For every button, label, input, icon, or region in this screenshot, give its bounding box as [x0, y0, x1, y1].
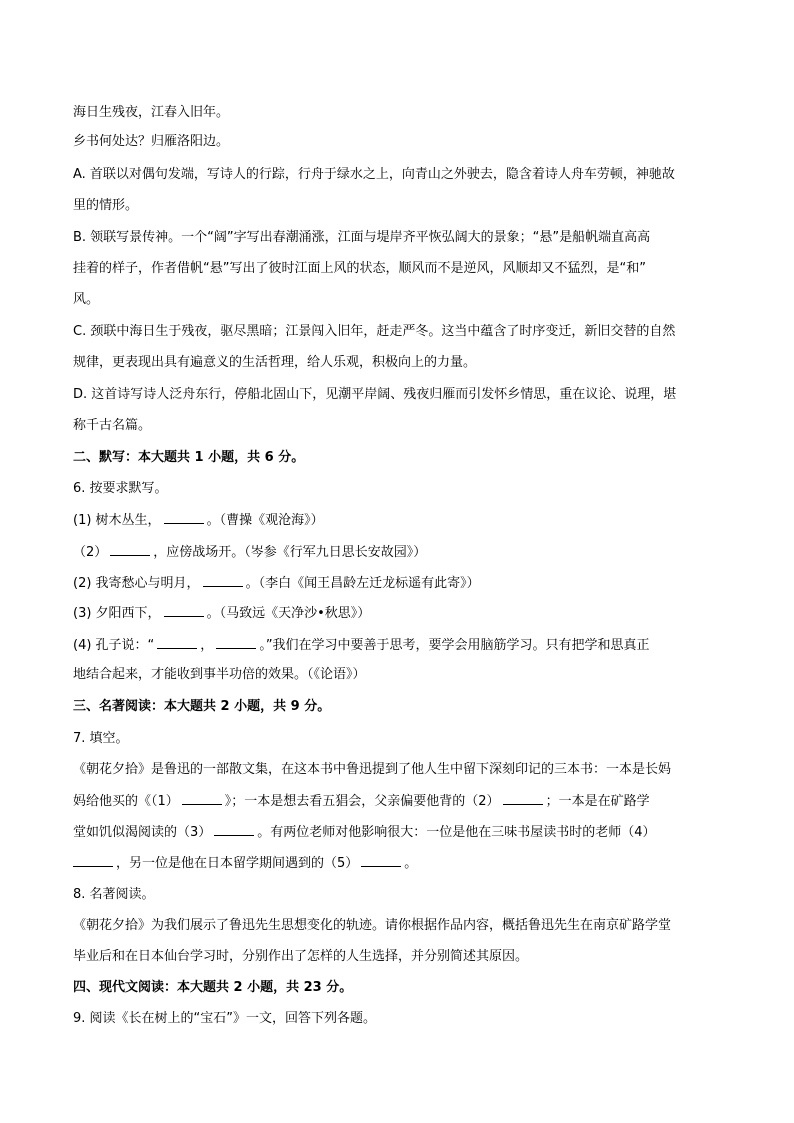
option-d: D. 这首诗写诗人泛舟东行，停船北固山下，见潮平岸阔、残夜归雁而引发怀乡情思，重在议论、说理，堪: [73, 387, 677, 402]
poem-line: 海日生残夜，江春入旧年。: [73, 105, 230, 120]
text-segment: ，另一位是他在日本留学期间遇到的（5）: [116, 856, 359, 871]
dictation-item-cont: 地结合起来，才能收到事半功倍的效果。（《论语》）: [73, 667, 366, 682]
dictation-suffix: ，应傍战场开。（岑参《行军九日思长安故园》）: [153, 545, 427, 560]
answer-blank[interactable]: [164, 604, 204, 617]
dictation-suffix: 。”我们在学习中要善于思考，要学会用脑筋学习。只有把学和思真正: [259, 638, 650, 653]
answer-blank[interactable]: [157, 636, 197, 649]
option-a: A. 首联以对偶句发端，写诗人的行踪，行舟于绿水之上，向青山之外驶去，隐含着诗人舟车劳顿，神驰故: [73, 167, 675, 182]
answer-blank[interactable]: [214, 823, 254, 836]
question-text: [73, 854, 723, 873]
text-segment: 。: [404, 856, 418, 871]
question-title: 9. 阅读《长在树上的“宝石”》一文，回答下列各题。: [73, 1011, 377, 1026]
option-d-cont: 称千古名篇。: [73, 418, 152, 433]
text-segment: ；一本是在矿路学: [545, 794, 650, 809]
dictation-prefix: (2) 我寄愁心与明月，: [73, 576, 200, 591]
option-b: B. 领联写景传神。一个“阔”字写出春潮涌涨，江面与堤岸齐平恢弘阔大的景象；“悬”是船帆端直高高: [73, 230, 651, 245]
section-heading: 二、默写：本大题共 1 小题，共 6 分。: [73, 450, 305, 465]
answer-blank[interactable]: [164, 511, 204, 524]
answer-blank[interactable]: [110, 543, 150, 556]
dictation-item: [73, 574, 723, 593]
question-title: 6. 按要求默写。: [73, 481, 168, 496]
answer-blank[interactable]: [361, 854, 401, 867]
option-a-cont: 里的情形。: [73, 198, 139, 213]
dictation-suffix: 。（马致远《天净沙•秋思》）: [206, 606, 371, 621]
question-text: [73, 823, 723, 842]
section-heading: 四、现代文阅读：本大题共 2 小题，共 23 分。: [73, 980, 353, 995]
option-c-cont: 规律，更表现出具有遍意义的生活哲理，给人乐观，积极向上的力量。: [73, 355, 477, 370]
question-text: [73, 792, 723, 811]
dictation-separator: ，: [200, 638, 214, 653]
section-heading: 三、名著阅读：本大题共 2 小题，共 9 分。: [73, 699, 331, 714]
answer-blank[interactable]: [203, 574, 243, 587]
option-b-cont: 风。: [73, 292, 100, 307]
option-c: C. 颈联中海日生于残夜，驱尽黑暗；江景闯入旧年，赶走严冬。这当中蕴含了时序变迁，新旧交替的自然: [73, 324, 676, 339]
dictation-item: [73, 604, 723, 623]
dictation-suffix: 。（曹操《观沧海》）: [206, 513, 324, 528]
dictation-prefix: （2）: [73, 545, 108, 560]
answer-blank[interactable]: [73, 854, 113, 867]
text-segment: 。有两位老师对他影响很大：一位是他在三味书屋读书时的老师（4）: [257, 825, 656, 840]
answer-blank[interactable]: [503, 792, 543, 805]
question-text: 《朝花夕拾》是鲁迅的一部散文集，在这本书中鲁迅提到了他人生中留下深刻印记的三本书：一本是长妈: [73, 762, 672, 777]
question-title: 8. 名著阅读。: [73, 887, 155, 902]
question-title: 7. 填空。: [73, 731, 129, 746]
dictation-item: [73, 636, 723, 655]
answer-blank[interactable]: [182, 792, 222, 805]
dictation-suffix: 。（李白《闻王昌龄左迁龙标遥有此寄》）: [245, 576, 480, 591]
question-text: 《朝花夕拾》为我们展示了鲁迅先生思想变化的轨迹。请你根据作品内容，概括鲁迅先生在南京矿路学堂: [73, 918, 672, 933]
dictation-item: [73, 543, 723, 562]
poem-line: 乡书何处达？归雁洛阳边。: [73, 134, 230, 149]
question-text: 毕业后和在日本仙台学习时，分别作出了怎样的人生选择，并分别简述其原因。: [73, 949, 529, 964]
dictation-prefix: (4) 孔子说：“: [73, 638, 155, 653]
text-segment: 堂如饥似渴阅读的（3）: [73, 825, 212, 840]
option-b-cont: 挂着的样子，作者借帆“悬”写出了彼时江面上风的状态，顺风而不是逆风，风顺却又不猛烈，是“和”: [73, 261, 646, 276]
dictation-item: [73, 511, 723, 530]
text-segment: 妈给他买的《（1）: [73, 794, 179, 809]
dictation-prefix: (3) 夕阳西下，: [73, 606, 161, 621]
text-segment: 》；一本是想去看五猖会，父亲偏要他背的（2）: [224, 794, 500, 809]
dictation-prefix: (1) 树木丛生，: [73, 513, 161, 528]
answer-blank[interactable]: [216, 636, 256, 649]
